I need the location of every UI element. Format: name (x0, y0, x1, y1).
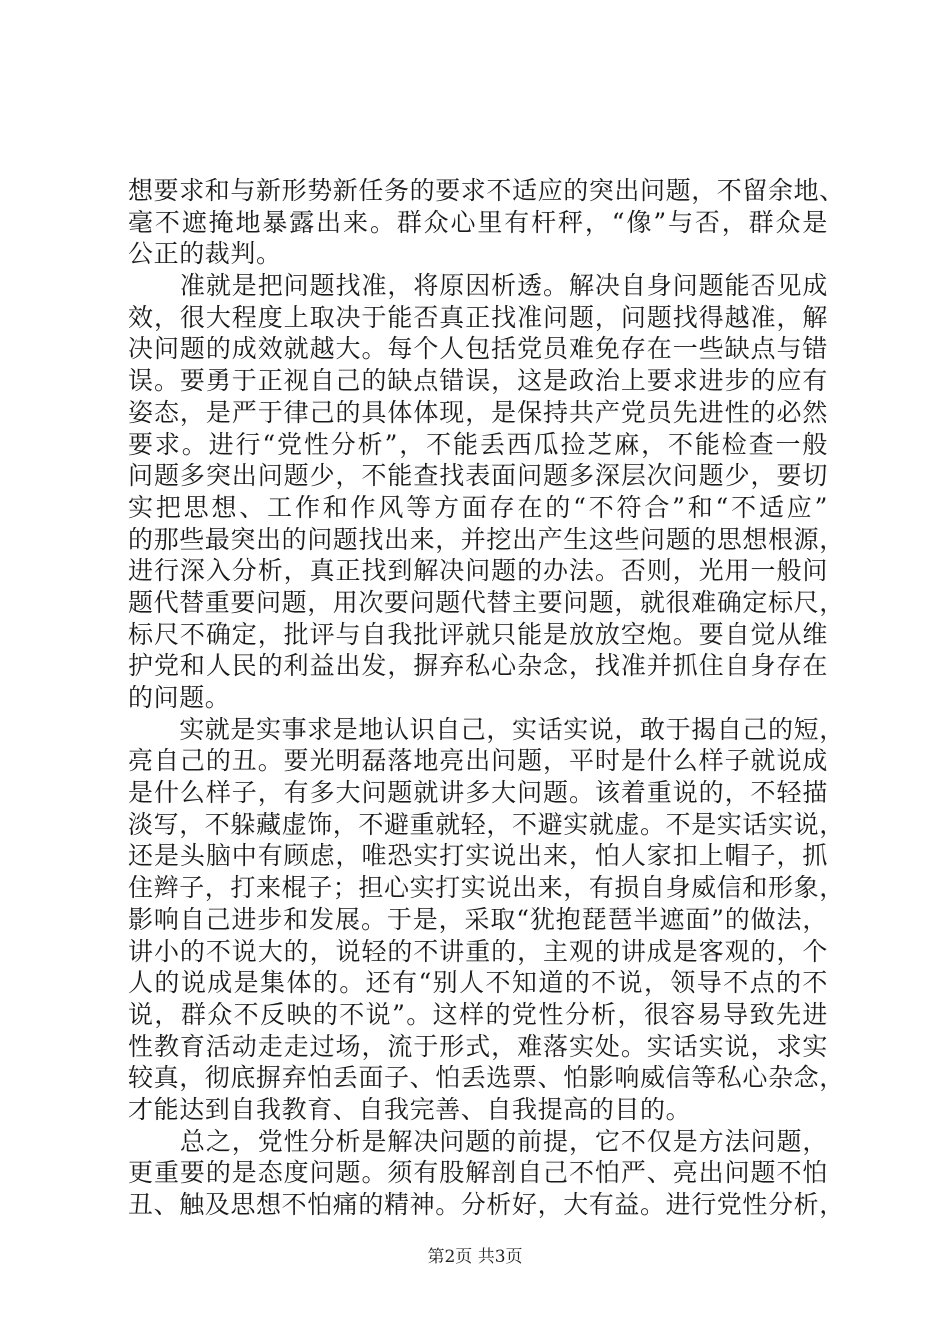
text-line: 影响自己进步和发展。于是，采取“犹抱琵琶半遮面”的做法， (128, 904, 828, 934)
text-line: 效，很大程度上取决于能否真正找准问题，问题找得越准，解 (128, 302, 828, 332)
text-line: 住辫子，打来棍子；担心实打实说出来，有损自身威信和形象， (128, 873, 845, 903)
text-line: 实就是实事求是地认识自己，实话实说，敢于揭自己的短， (128, 714, 845, 744)
text-line: 姿态，是严于律己的具体体现，是保持共产党员先进性的必然 (128, 397, 828, 427)
text-line: 误。要勇于正视自己的缺点错误，这是政治上要求进步的应有 (128, 366, 828, 396)
text-line: 淡写，不躲藏虚饰，不避重就轻，不避实就虚。不是实话实说， (128, 809, 845, 839)
text-line: 问题多突出问题少，不能查找表面问题多深层次问题少，要切 (128, 461, 828, 491)
text-line: 更重要的是态度问题。须有股解剖自己不怕严、亮出问题不怕 (128, 1158, 828, 1188)
text-line: 准就是把问题找准，将原因析透。解决自身问题能否见成 (128, 271, 828, 301)
text-line: 总之，党性分析是解决问题的前提，它不仅是方法问题， (128, 1126, 828, 1156)
text-line: 标尺不确定，批评与自我批评就只能是放放空炮。要自觉从维 (128, 619, 828, 649)
text-line: 人的说成是集体的。还有“别人不知道的不说，领导不点的不 (128, 968, 828, 998)
text-line: 实把思想、工作和作风等方面存在的“不符合”和“不适应” (128, 492, 828, 522)
text-line: 是什么样子，有多大问题就讲多大问题。该着重说的，不轻描 (128, 778, 828, 808)
text-line: 讲小的不说大的，说轻的不讲重的，主观的讲成是客观的，个 (128, 936, 828, 966)
text-line: 较真，彻底摒弃怕丢面子、怕丢选票、怕影响威信等私心杂念， (128, 1063, 845, 1093)
text-line: 才能达到自我教育、自我完善、自我提高的目的。 (128, 1094, 692, 1124)
text-line: 的那些最突出的问题找出来，并挖出产生这些问题的思想根源， (128, 524, 845, 554)
text-line: 亮自己的丑。要光明磊落地亮出问题，平时是什么样子就说成 (128, 746, 828, 776)
text-line: 丑、触及思想不怕痛的精神。分析好，大有益。进行党性分析， (128, 1190, 845, 1219)
page-footer: 第2页 共3页 (427, 1247, 523, 1267)
text-line: 说，群众不反映的不说”。这样的党性分析，很容易导致先进 (128, 999, 828, 1029)
text-line: 性教育活动走走过场，流于形式，难落实处。实话实说，求实 (128, 1031, 828, 1061)
text-line: 想要求和与新形势新任务的要求不适应的突出问题，不留余地、 (128, 176, 845, 205)
text-line: 毫不遮掩地暴露出来。群众心里有杆秤，“像”与否，群众是 (128, 207, 828, 237)
text-line: 的问题。 (128, 683, 231, 712)
text-line: 公正的裁判。 (128, 239, 282, 269)
document-body (128, 175, 845, 1221)
text-line: 进行深入分析，真正找到解决问题的办法。否则，光用一般问 (128, 556, 828, 586)
text-line: 题代替重要问题，用次要问题代替主要问题，就很难确定标尺， (128, 587, 845, 617)
text-line: 护党和人民的利益出发，摒弃私心杂念，找准并抓住自身存在 (128, 651, 828, 681)
text-line: 要求。进行“党性分析”，不能丢西瓜捡芝麻，不能检查一般 (128, 429, 828, 459)
text-line: 还是头脑中有顾虑，唯恐实打实说出来，怕人家扣上帽子，抓 (128, 841, 828, 871)
text-line: 决问题的成效就越大。每个人包括党员难免存在一些缺点与错 (128, 334, 828, 364)
